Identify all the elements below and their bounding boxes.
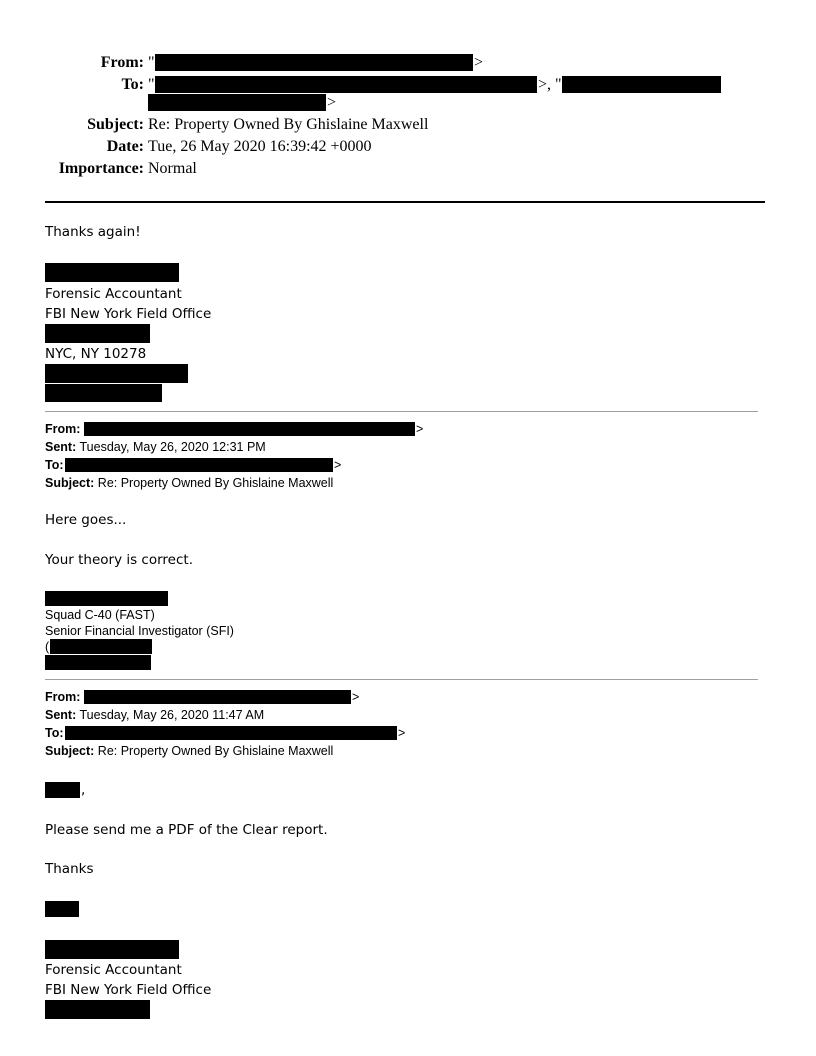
redaction-reply2-sig-address — [45, 1000, 150, 1019]
redaction-reply1-from — [84, 422, 415, 436]
date-value: Tue, 26 May 2020 16:39:42 +0000 — [148, 138, 372, 155]
reply-divider-1 — [45, 411, 758, 412]
reply1-line-2: Your theory is correct. — [45, 552, 193, 568]
reply2-to-row — [45, 725, 64, 741]
subject-value: Re: Property Owned By Ghislaine Maxwell — [148, 116, 429, 133]
from-gt: > — [474, 54, 484, 71]
reply1-sent-label: Sent: — [45, 440, 77, 454]
sig-city-1: NYC, NY 10278 — [45, 346, 147, 362]
redaction-reply2-to — [65, 726, 397, 740]
reply1-subject-value: Re: Property Owned By Ghislaine Maxwell — [97, 476, 334, 490]
reply1-sig-squad: Squad C-40 (FAST) — [45, 608, 155, 622]
reply1-to-row — [45, 457, 64, 473]
reply1-subject-label: Subject: — [45, 476, 95, 490]
reply1-to-label: To: — [45, 458, 64, 472]
reply1-to-gt: > — [334, 458, 342, 472]
to-gt: > — [327, 94, 337, 111]
reply-divider-2 — [45, 679, 758, 680]
redaction-reply2-greeting — [45, 782, 80, 798]
reply2-from-label: From: — [45, 690, 81, 704]
redaction-reply1-sig-name — [45, 591, 168, 606]
reply2-subject-label: Subject: — [45, 744, 95, 758]
reply2-sig-office: FBI New York Field Office — [45, 982, 212, 998]
redaction-to-3 — [148, 94, 326, 111]
sig-office-1: FBI New York Field Office — [45, 306, 212, 322]
reply2-sent-value: Tuesday, May 26, 2020 11:47 AM — [79, 708, 265, 722]
subject-label: Subject: — [87, 116, 144, 133]
reply1-sent-row — [45, 439, 266, 455]
importance-label: Importance: — [58, 160, 144, 177]
reply2-greeting-comma: , — [81, 782, 86, 798]
reply2-to-label: To: — [45, 726, 64, 740]
redaction-reply1-to — [65, 458, 333, 472]
redaction-reply1-sig-email — [45, 655, 151, 670]
redaction-from-header — [155, 54, 473, 71]
header-divider — [45, 201, 765, 203]
redaction-reply2-sig-name — [45, 940, 179, 959]
reply2-subject-row — [45, 743, 333, 759]
reply1-from-label: From: — [45, 422, 81, 436]
reply2-sent-row — [45, 707, 264, 723]
to-label: To: — [121, 76, 144, 93]
redaction-sig-address-1 — [45, 324, 150, 343]
message-body-thanks: Thanks again! — [45, 224, 141, 240]
redaction-reply2-initials — [45, 901, 79, 917]
sig-title-1: Forensic Accountant — [45, 286, 182, 302]
reply2-sent-label: Sent: — [45, 708, 77, 722]
reply2-line-1: Please send me a PDF of the Clear report. — [45, 822, 328, 838]
to-separator: >, " — [538, 76, 562, 93]
redaction-reply2-from — [84, 690, 351, 704]
reply1-sent-value: Tuesday, May 26, 2020 12:31 PM — [79, 440, 266, 454]
reply2-sig-title: Forensic Accountant — [45, 962, 182, 978]
reply2-subject-value: Re: Property Owned By Ghislaine Maxwell — [97, 744, 334, 758]
reply1-line-1: Here goes... — [45, 512, 127, 528]
reply2-to-gt: > — [398, 726, 406, 740]
redaction-sig-phone-1 — [45, 364, 188, 383]
date-label: Date: — [106, 138, 144, 155]
reply1-subject-row — [45, 475, 333, 491]
redaction-to-1 — [155, 76, 537, 93]
reply2-from-gt: > — [352, 690, 360, 704]
redaction-to-2 — [562, 76, 721, 93]
reply2-line-2: Thanks — [45, 861, 94, 877]
redaction-reply1-sig-phone — [50, 639, 152, 654]
reply1-sig-paren: ( — [45, 640, 50, 654]
to-quote: " — [148, 76, 155, 93]
reply1-from-gt: > — [416, 422, 424, 436]
redaction-sig-email-1 — [45, 384, 162, 402]
reply1-sig-role: Senior Financial Investigator (SFI) — [45, 624, 234, 638]
email-header — [0, 0, 816, 190]
reply2-from-row — [45, 689, 80, 705]
redaction-sig-name-1 — [45, 263, 179, 282]
reply1-from-row — [45, 421, 80, 437]
from-label: From: — [100, 54, 144, 71]
importance-value: Normal — [148, 160, 197, 177]
from-quote: " — [148, 54, 155, 71]
